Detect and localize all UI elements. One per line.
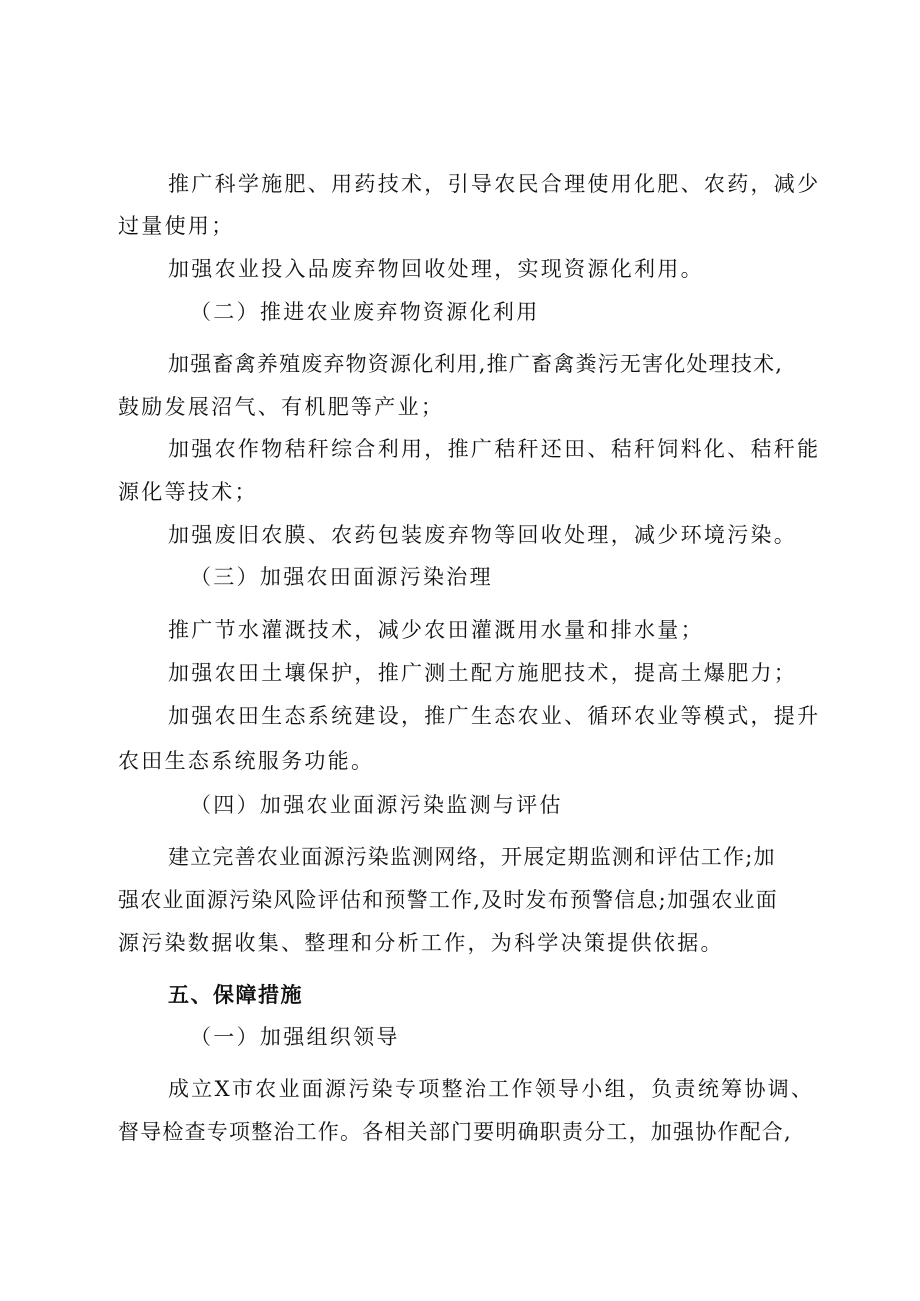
paragraph-line: 农田生态系统服务功能。 xyxy=(118,749,375,773)
paragraph-line: 督导检查专项整治工作。各相关部门要明确职责分工，加强协作配合, xyxy=(118,1120,792,1144)
paragraph-line: 加强废旧农膜、农药包装废弃物等回收处理，减少环境污染。 xyxy=(168,523,798,547)
section-heading: （二）推进农业废弃物资源化利用 xyxy=(190,300,540,324)
paragraph-line: 建立完善农业面源污染监测网络，开展定期监测和评估工作;加 xyxy=(168,845,776,869)
paragraph-line: 推广科学施肥、用药技术，引导农民合理使用化肥、农药，减少 xyxy=(168,172,821,196)
section-heading: （三）加强农田面源污染治理 xyxy=(190,565,493,589)
paragraph-line: 加强畜禽养殖废弃物资源化利用,推广畜禽粪污无害化处理技术, xyxy=(168,352,784,376)
paragraph-line: 加强农作物秸秆综合利用，推广秸秆还田、秸秆饲料化、秸秆能 xyxy=(168,437,821,461)
paragraph-line: 加强农田生态系统建设，推广生态农业、循环农业等模式，提升 xyxy=(168,704,821,728)
paragraph-line: 加强农业投入品废弃物回收处理，实现资源化利用。 xyxy=(168,257,704,281)
paragraph-line: 加强农田土壤保护，推广测土配方施肥技术，提高土爆肥力； xyxy=(168,661,798,685)
paragraph-line: 强农业面源污染风险评估和预警工作,及时发布预警信息;加强农业面 xyxy=(118,888,778,912)
section-heading: （四）加强农业面源污染监测与评估 xyxy=(190,793,563,817)
chapter-heading: 五、保障措施 xyxy=(168,983,303,1007)
paragraph-line: 过量使用； xyxy=(118,214,235,238)
paragraph-line: 源化等技术； xyxy=(118,480,258,504)
paragraph-line: 成立X市农业面源污染专项整治工作领导小组，负责统筹协调、 xyxy=(168,1077,815,1101)
paragraph-line: 源污染数据收集、整理和分析工作，为科学决策提供依据。 xyxy=(118,931,724,955)
section-heading: （一）加强组织领导 xyxy=(190,1025,400,1049)
paragraph-line: 推广节水灌溉技术，减少农田灌溉用水量和排水量； xyxy=(168,618,704,642)
paragraph-line: 鼓励发展沼气、有机肥等产业； xyxy=(118,395,445,419)
